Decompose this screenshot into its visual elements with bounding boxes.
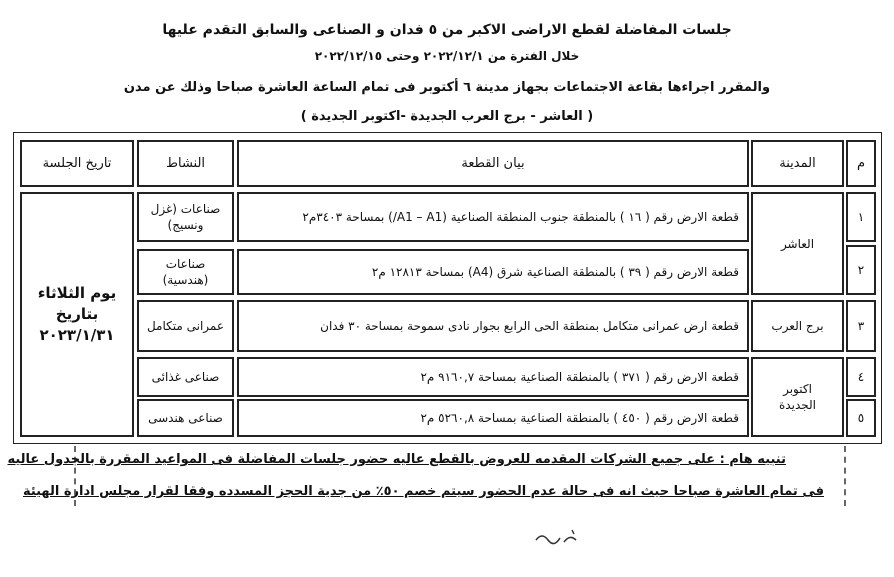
- city-cell-tenth: العاشر: [751, 192, 844, 295]
- activity-cell-2: صناعات (هندسية): [137, 249, 234, 295]
- header-cities: ( العاشر - برج العرب الجديدة -اكتوبر الجديدة ): [300, 109, 594, 124]
- col-header-number: م: [846, 140, 876, 187]
- plot-cell-2: قطعة الارض رقم ( ٣٩ ) بالمنطقة الصناعية شرق (A4) بمساحة ١٢٨١٣ م٢: [237, 249, 749, 295]
- session-date-cell: يوم الثلاثاء بتاريخ ٢٠٢٣/١/٣١: [20, 192, 134, 437]
- row-number-2: ٢: [846, 245, 876, 295]
- col-header-date: تاريخ الجلسة: [20, 140, 134, 187]
- row-number-1: ١: [846, 192, 876, 242]
- header-venue: والمقرر اجراءها بقاعة الاجتماعات بجهاز مدينة ٦ أكتوبر فى تمام الساعة العاشرة صباحا وذلك عن مدن: [123, 80, 771, 95]
- plot-cell-3: قطعة ارض عمرانى متكامل بمنطقة الحى الرابع بجوار نادى سموحة بمساحة ٣٠ فدان: [237, 300, 749, 352]
- notice-line-2: فى تمام العاشرة صباحا حيث انه فى حالة عدم الحضور سيتم خصم ٥٠٪ من جدية الحجز المسدده وفقا لقرار مجلس ادارة الهيئة: [22, 484, 824, 499]
- col-header-activity: النشاط: [137, 140, 234, 187]
- header-period: خلال الفترة من ٢٠٢٢/١٢/١ وحتى ٢٠٢٢/١٢/١٥: [314, 49, 580, 63]
- plot-cell-1: قطعة الارض رقم ( ١٦ ) بالمنطقة جنوب المنطقة الصناعية (A1 – A1/) بمساحة ٣٤٠٣م٢: [237, 192, 749, 242]
- activity-cell-3: عمرانى متكامل: [137, 300, 234, 352]
- col-header-city: المدينة: [751, 140, 844, 187]
- city-cell-borg-el-arab: برج العرب: [751, 300, 844, 352]
- city-cell-new-october: اكتوبر الجديدة: [751, 357, 844, 437]
- signature-mark: [532, 526, 582, 550]
- activity-cell-1: صناعات (غزل ونسيج): [137, 192, 234, 242]
- activity-cell-5: صناعى هندسى: [137, 399, 234, 437]
- col-header-plot: بيان القطعة: [237, 140, 749, 187]
- notice-line-1: تنبيه هام : على جميع الشركات المقدمه للعروض بالقطع عاليه حضور جلسات المفاضلة فى المواعيد المقررة بالجدول عاليه: [7, 452, 786, 467]
- plot-cell-4: قطعة الارض رقم ( ٣٧١ ) بالمنطقة الصناعية بمساحة ٩١٦٠,٧ م٢: [237, 357, 749, 397]
- plot-cell-5: قطعة الارض رقم ( ٤٥٠ ) بالمنطقة الصناعية بمساحة ٥٢٦٠,٨ م٢: [237, 399, 749, 437]
- row-number-4: ٤: [846, 357, 876, 397]
- header-title: جلسات المفاضلة لقطع الاراضى الاكبر من ٥ فدان و الصناعى والسابق التقدم عليها: [162, 22, 732, 38]
- row-number-3: ٣: [846, 300, 876, 352]
- row-number-5: ٥: [846, 399, 876, 437]
- activity-cell-4: صناعى غذائى: [137, 357, 234, 397]
